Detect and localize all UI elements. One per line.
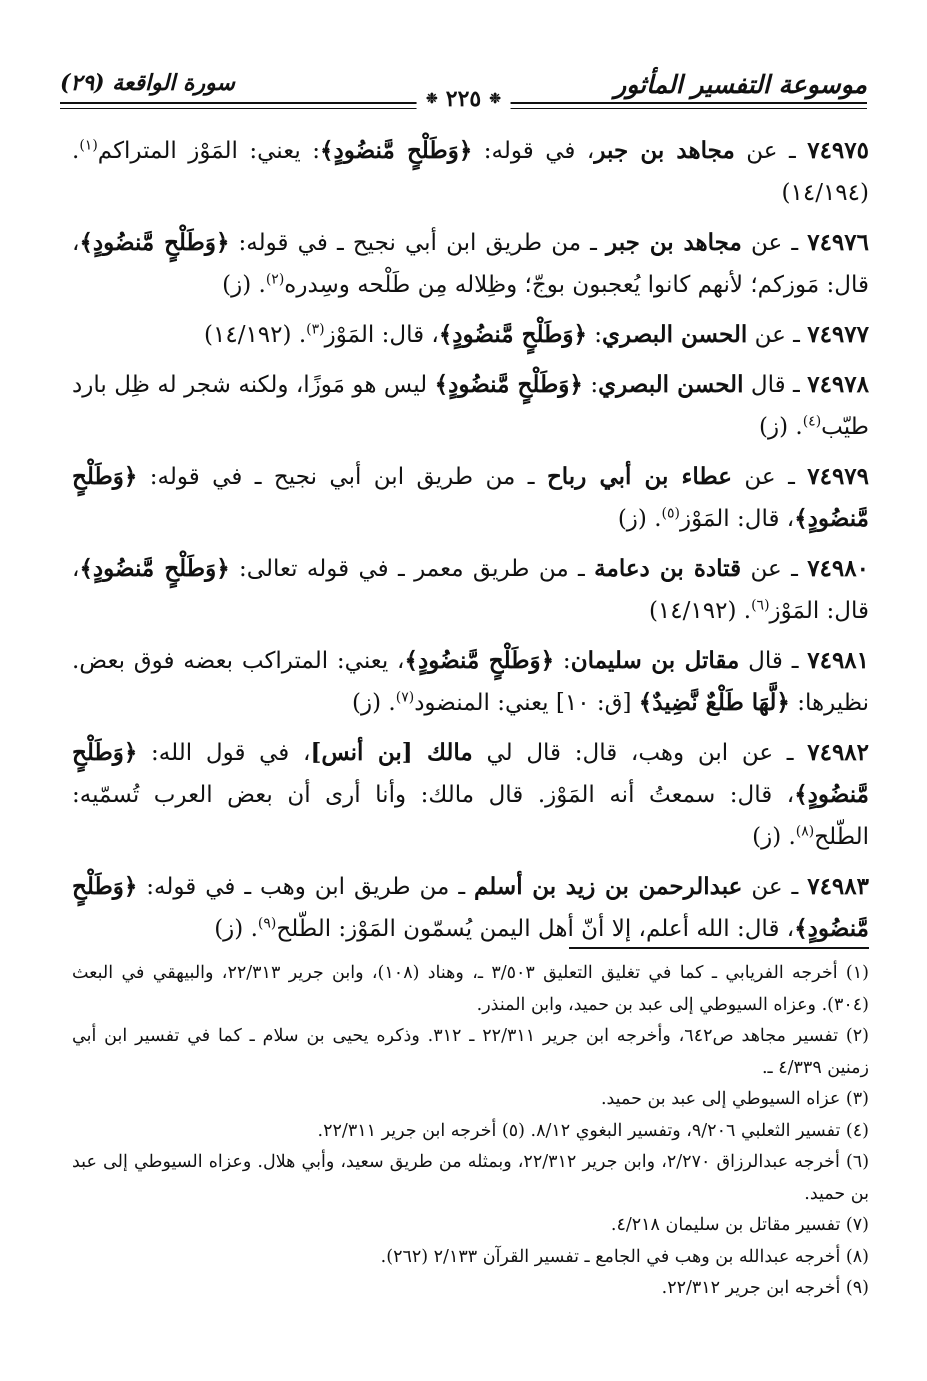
footnote-ref[interactable]: (٤) <box>802 413 822 430</box>
narrator-name: مجاهد بن جبر <box>606 229 742 256</box>
entry <box>72 130 869 214</box>
quran-verse: ﴿وَطَلْحٍ مَّنضُودٍ﴾ <box>319 137 473 164</box>
narrator-name: قتادة بن دعامة <box>594 555 742 582</box>
footnote-ref[interactable]: (٢) <box>265 271 285 288</box>
entry-number: ٧٤٩٨٣ <box>807 873 869 900</box>
entry-text: ـ من طريق معمر ـ في قوله تعالى: <box>229 556 595 582</box>
entry-text: ـ قال <box>739 648 808 674</box>
entry <box>72 732 869 858</box>
narrator-name: الحسن البصري <box>602 321 748 348</box>
entry-text: ، قال: الله أعلم، إلا أنّ أهل اليمن يُسمّون المَوْز: الطّلح <box>276 916 795 942</box>
footnote: (٣) عزاه السيوطي إلى عبد بن حميد. <box>600 1089 869 1109</box>
entry <box>72 222 869 306</box>
entry-text: ، في قوله: <box>472 138 595 164</box>
entry-text: ، يعني: المتراكب بعضه فوق بعض. نظيرها: <box>72 648 869 716</box>
footnote-ref[interactable]: (٩) <box>257 915 277 932</box>
page-number-block <box>416 86 511 112</box>
entry-number: ٧٤٩٨٠ <box>807 555 869 582</box>
source-ref: . (ز) <box>214 916 258 942</box>
entry-text: : <box>582 372 599 398</box>
quran-verse: ﴿وَطَلْحٍ مَّنضُودٍ﴾ <box>72 739 869 808</box>
entry-number: ٧٤٩٧٧ <box>807 321 869 348</box>
entry <box>72 456 869 540</box>
source-ref: . (ز) <box>352 690 396 716</box>
entry <box>72 866 869 950</box>
entries-list <box>72 130 869 958</box>
entry-text: ، قال: المَوْز <box>72 556 869 624</box>
page-number: ٢٢٥ <box>445 86 482 112</box>
source-ref: . (ز) <box>222 272 266 298</box>
footnote-ref[interactable]: (٨) <box>795 823 815 840</box>
book-title: موسوعة التفسير المأثور <box>614 70 867 99</box>
footnote-ref[interactable]: (٧) <box>395 689 415 706</box>
narrator-name: عبدالرحمن بن زيد بن أسلم <box>474 873 743 900</box>
footnote: (٧) تفسير مقاتل بن سليمان ٤/٢١٨. <box>610 1215 869 1235</box>
ornament-right-icon: ❉ <box>489 91 501 107</box>
quran-verse: ﴿وَطَلْحٍ مَّنضُودٍ﴾ <box>434 371 583 398</box>
footnote-ref[interactable]: (٦) <box>751 597 770 614</box>
footnote: (٤) تفسير الثعلبي ٩/٢٠٦، وتفسير البغوي ٨/١٢. (٥) أخرجه ابن جرير ٢٢/٣١١. <box>317 1120 869 1141</box>
footnote: (١) أخرجه الفريابي ـ كما في تغليق التعليق ٣/٥٠٣ ـ، وهناد (١٠٨)، وابن جرير ٢٢/٣١٣، والبيهقي في البعث (٣٠٤). وعزاه السيوطي إلى عبد بن حميد، وابن المنذر. <box>72 963 869 1015</box>
entry-text: ، قال: المَوْز <box>324 322 439 348</box>
footnote: (٢) تفسير مجاهد ص٦٤٢، وأخرجه ابن جرير ٢٢/٣١١ ـ ٣١٢. وذكره يحيى بن سلام ـ كما في تفسير ابن أبي زمنين ٤/٣٣٩ ـ. <box>72 1026 869 1078</box>
entry-number: ٧٤٩٧٥ <box>807 137 869 164</box>
source-ref: . (ز) <box>752 824 796 850</box>
entry-text: ـ من طريق ابن أبي نجيح ـ في قوله: <box>229 230 607 256</box>
entry-text: : <box>586 322 603 348</box>
entry-text: ، قال: سمعتُ أنه المَوْز. قال مالك: وأنا أرى أن بعض العرب تُسمّيه: الطّلح <box>72 782 869 850</box>
entry-number: ٧٤٩٧٩ <box>807 463 870 490</box>
footnotes-list <box>72 958 869 1305</box>
entry-text: ـ عن <box>741 230 808 256</box>
entry <box>72 640 869 724</box>
footnote-ref[interactable]: (٣) <box>306 321 325 338</box>
entry-text: ليس هو مَوزًا، ولكنه شجر له ظِل بارد طيّب <box>72 372 869 440</box>
footnote: (٩) أخرجه ابن جرير ٢٢/٣١٢. <box>661 1278 869 1298</box>
entry-text: ـ عن <box>742 874 808 900</box>
quran-verse: ﴿لَّهَا طَلْعٌ نَّضِيدٌ﴾ <box>638 689 790 716</box>
narrator-name: مقاتل بن سليمان <box>570 647 740 674</box>
entry-text: ـ عن <box>747 322 808 348</box>
quran-verse: ﴿وَطَلْحٍ مَّنضُودٍ﴾ <box>79 555 230 582</box>
ornament-left-icon: ❉ <box>426 91 438 107</box>
surah-title: سورة الواقعة (٢٩) <box>60 70 235 96</box>
entry-text: : <box>554 648 571 674</box>
entry-text: ـ قال <box>743 372 808 398</box>
entry-number: ٧٤٩٨١ <box>807 647 870 674</box>
entry <box>72 364 869 448</box>
entry-text: [ق: ١٠] يعني: المنضود <box>414 690 639 716</box>
quran-verse: ﴿وَطَلْحٍ مَّنضُودٍ﴾ <box>79 229 230 256</box>
source-ref: . (ز) <box>617 506 662 532</box>
source-ref: . (١٤/١٩٤) <box>72 138 869 206</box>
narrator-name: مالك [بن أنس] <box>310 739 473 766</box>
entry-text: ـ عن <box>741 556 808 582</box>
footnote-ref[interactable]: (١) <box>79 137 98 154</box>
footnote: (٦) أخرجه عبدالرزاق ٢/٢٧٠، وابن جرير ٢٢/٣١٢، وبمثله من طريق سعيد، وأبي هلال. وعزاه السيوطي إلى عبد بن حميد. <box>72 1152 870 1204</box>
entry-text: ـ من طريق ابن وهب ـ في قوله: <box>137 874 474 900</box>
quran-verse: ﴿وَطَلْحٍ مَّنضُودٍ﴾ <box>438 321 587 348</box>
entry-text: ـ من طريق ابن أبي نجيح ـ في قوله: <box>137 464 547 490</box>
entry-text: ـ عن <box>734 138 808 164</box>
entry-text: ـ عن <box>731 464 808 490</box>
entry-text: : يعني: المَوْز المتراكم <box>97 138 320 164</box>
footnote: (٨) أخرجه عبدالله بن وهب في الجامع ـ تفسير القرآن ٢/١٣٣ (٢٦٢). <box>380 1246 869 1267</box>
narrator-name: مجاهد بن جبر <box>594 137 735 164</box>
entry-text: ، في قول الله: <box>137 740 311 766</box>
entry-number: ٧٤٩٧٦ <box>807 229 869 256</box>
source-ref: . (١٤/١٩٢) <box>204 322 307 348</box>
entry-text: ، قال: المَوْز <box>679 506 795 532</box>
source-ref: . (١٤/١٩٢) <box>648 598 752 624</box>
footnote-ref[interactable]: (٥) <box>661 505 680 522</box>
quran-verse: ﴿وَطَلْحٍ مَّنضُودٍ﴾ <box>404 647 555 674</box>
entry-number: ٧٤٩٧٨ <box>807 371 869 398</box>
footnote-separator <box>569 947 869 949</box>
page-header <box>60 62 867 114</box>
entry <box>72 314 869 356</box>
narrator-name: الحسن البصري <box>598 371 744 398</box>
entry-text: ـ عن ابن وهب، قال: قال لي <box>472 740 808 766</box>
entry-text: ، قال: مَوزكم؛ لأنهم كانوا يُعجبون بوجّ؛ وظِلاله مِن طَلْحه وسِدره <box>72 230 869 298</box>
quran-verse: ﴿وَطَلْحٍ مَّنضُودٍ﴾ <box>72 463 869 532</box>
quran-verse: ﴿وَطَلْحٍ مَّنضُودٍ﴾ <box>72 873 869 942</box>
entry-number: ٧٤٩٨٢ <box>807 739 870 766</box>
source-ref: . (ز) <box>759 414 803 440</box>
entry <box>72 548 869 632</box>
narrator-name: عطاء بن أبي رباح <box>546 463 732 490</box>
